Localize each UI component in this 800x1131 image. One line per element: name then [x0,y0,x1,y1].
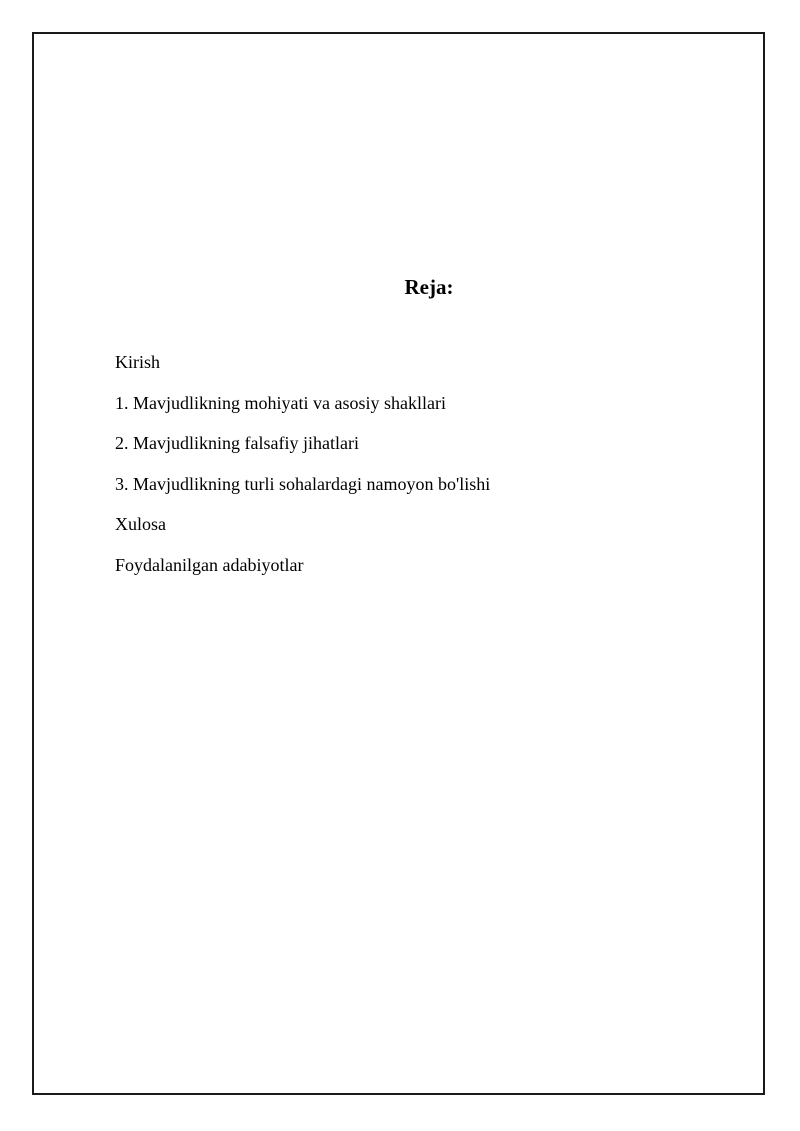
plan-item-1: 1. Mavjudlikning mohiyati va asosiy shakllari [115,392,446,413]
plan-item-introduction: Kirish [115,352,160,372]
plan-item-2: 2. Mavjudlikning falsafiy jihatlari [115,433,359,453]
plan-item-3: 3. Mavjudlikning turli sohalardagi namoyon bo'lishi [115,473,491,494]
page-title: Reja: [404,275,454,299]
plan-list [115,349,490,592]
plan-item-references: Foydalanilgan adabiyotlar [115,554,304,575]
plan-item-conclusion: Xulosa [115,514,166,534]
